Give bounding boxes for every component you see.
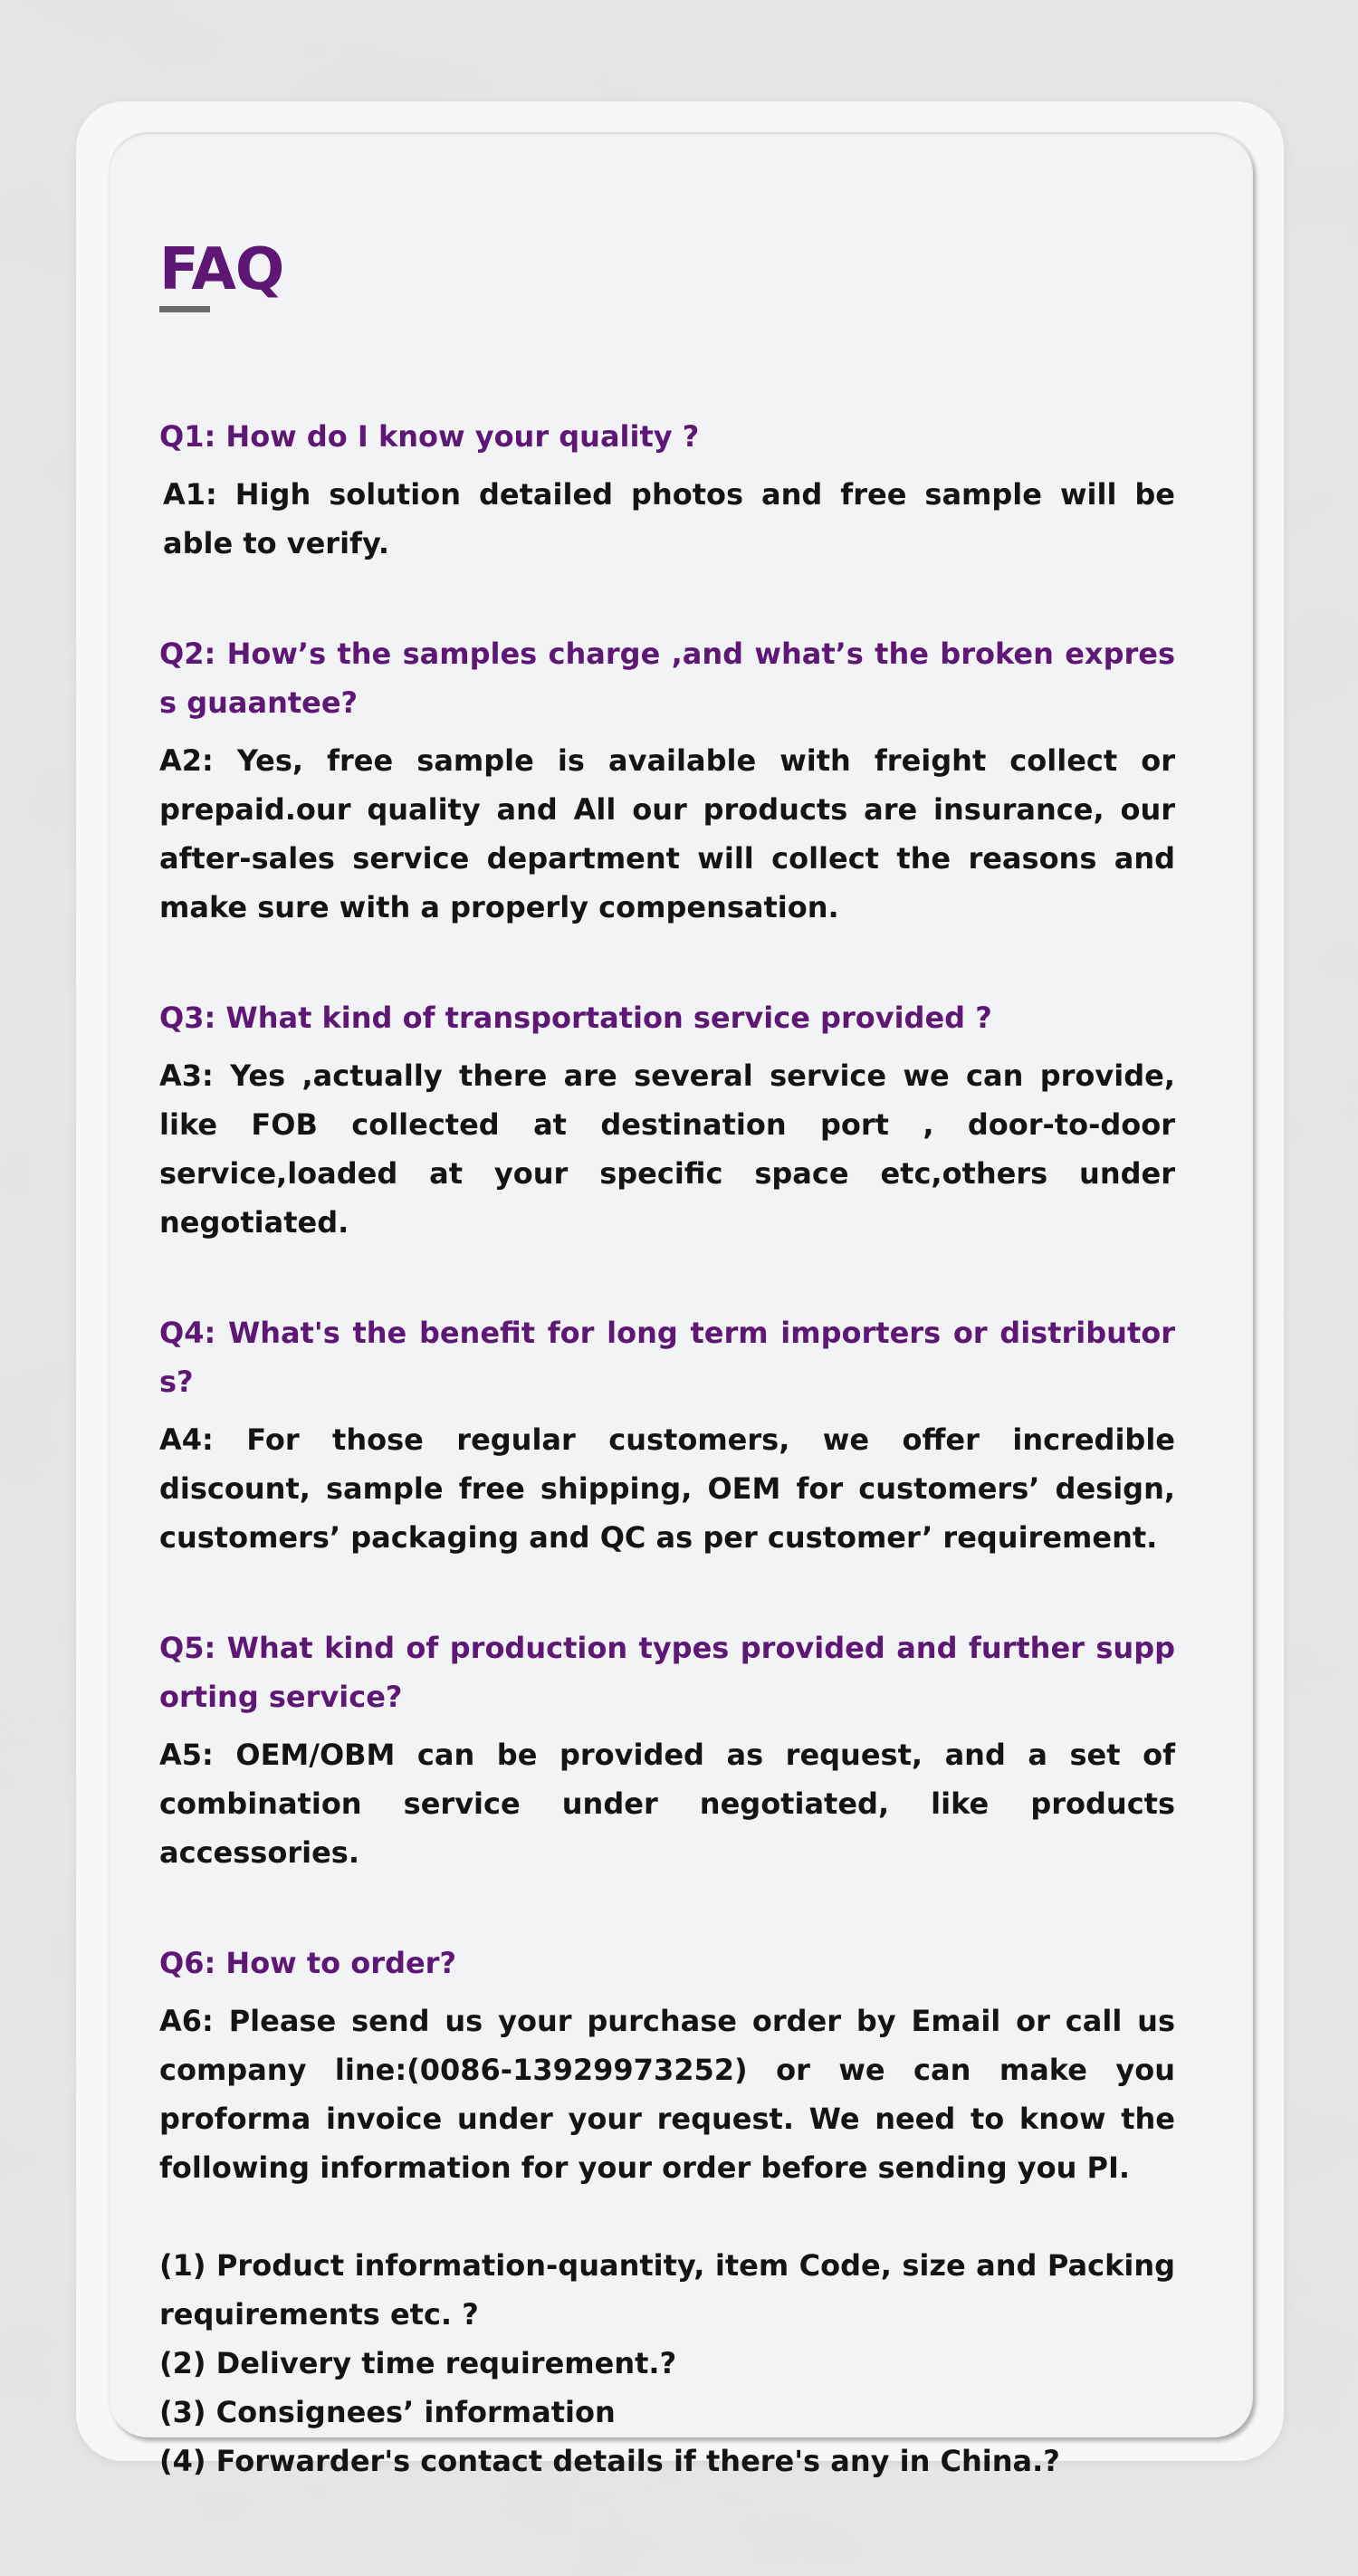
requirement-item-4: (4) Forwarder's contact details if there's any in China.? — [159, 2444, 1060, 2478]
faq-item-5 — [159, 1623, 1175, 1877]
faq-answer-3: A3: Yes ,actually there are several service we can provide, like FOB collected at destination port , door-to-door service,loaded at your specific space etc,others under negotiated. — [159, 1058, 1175, 1240]
faq-item-6 — [159, 1939, 1175, 2192]
faq-item-1 — [159, 412, 1175, 568]
faq-item-2 — [159, 629, 1175, 932]
faq-list — [159, 412, 1175, 2485]
faq-question-3: Q3: What kind of transportation service provided ? — [159, 1001, 992, 1035]
faq-answer-1: A1: High solution detailed photos and free sample will be able to verify. — [163, 477, 1175, 560]
faq-question-6: Q6: How to order? — [159, 1946, 457, 1980]
page-title: FAQ — [159, 236, 284, 303]
requirement-item-3: (3) Consignees’ information — [159, 2395, 616, 2429]
faq-item-4 — [159, 1308, 1175, 1562]
faq-answer-4: A4: For those regular customers, we offer incredible discount, sample free shipping, OEM for customers’ design, customers’ packaging and QC as per customer’ requirement. — [159, 1422, 1175, 1555]
requirement-item-1: (1) Product information-quantity, item Code, size and Packing requirements etc. ? — [159, 2248, 1175, 2332]
requirements-list — [159, 2241, 1175, 2485]
requirement-item-2: (2) Delivery time requirement.? — [159, 2346, 677, 2380]
faq-answer-6: A6: Please send us your purchase order by Email or call us company line:(0086-13929973252) or we can make you proforma invoice under your request. We need to know the following information for your order before sending you PI. — [159, 2004, 1175, 2185]
faq-question-4: Q4: What's the benefit for long term importers or distributors? — [159, 1316, 1175, 1399]
faq-answer-2: A2: Yes, free sample is available with freight collect or prepaid.our quality and All our products are insurance, our after-sales service department will collect the reasons and make sure with a properly compensation. — [159, 743, 1175, 924]
faq-item-3 — [159, 993, 1175, 1247]
faq-question-5: Q5: What kind of production types provided and further supporting service? — [159, 1631, 1175, 1714]
faq-content — [159, 235, 1175, 2485]
title-underline — [159, 306, 210, 312]
faq-question-2: Q2: How’s the samples charge ,and what’s the broken express guaantee? — [159, 637, 1175, 720]
faq-answer-5: A5: OEM/OBM can be provided as request, and a set of combination service under negotiated, like products accessories. — [159, 1738, 1175, 1870]
faq-question-1: Q1: How do I know your quality ? — [159, 419, 700, 454]
